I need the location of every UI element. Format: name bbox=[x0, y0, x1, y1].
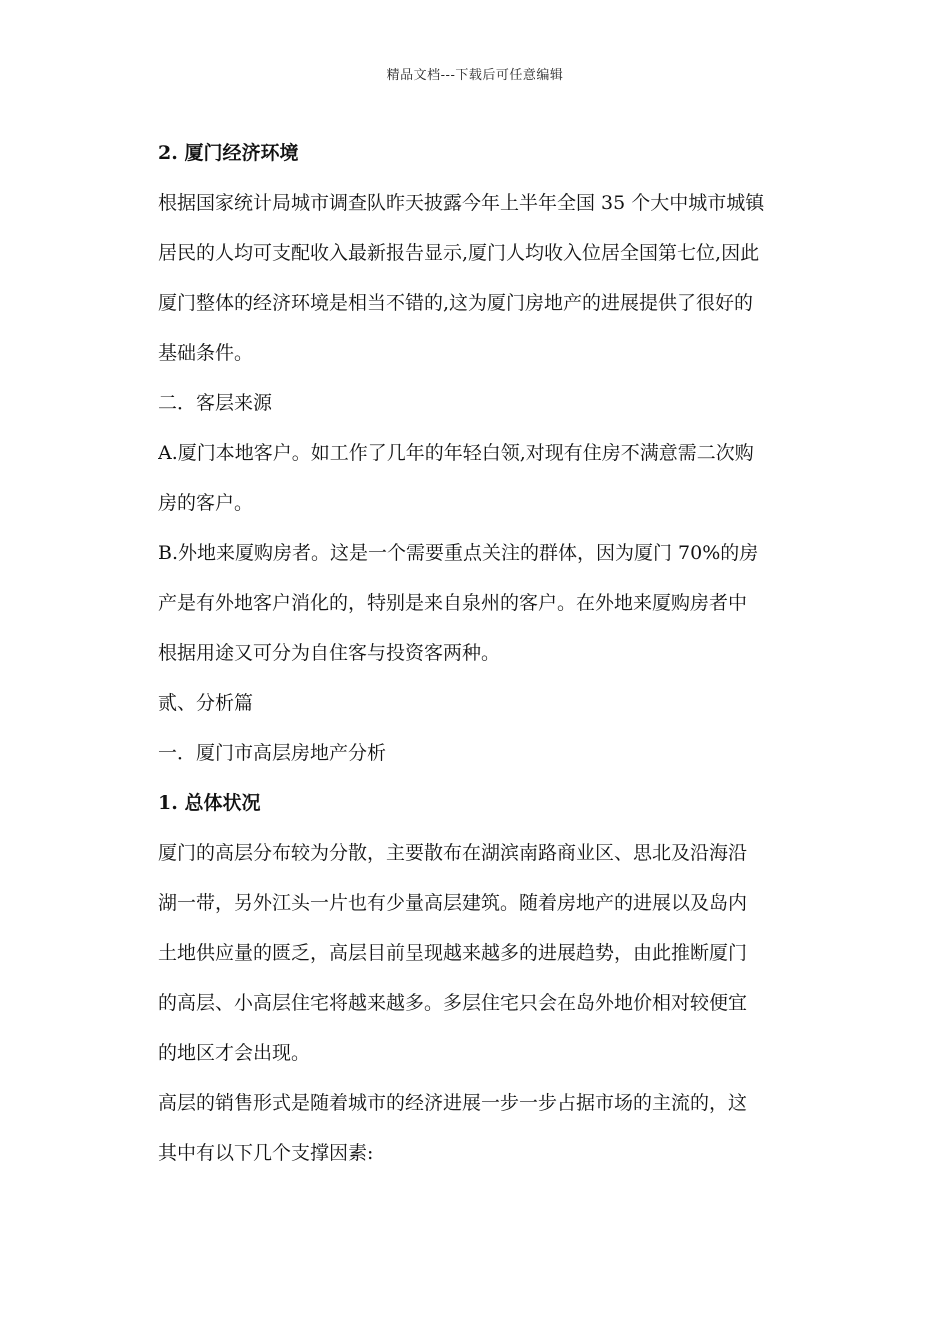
paragraph-line: 基础条件。 bbox=[158, 342, 254, 364]
paragraph-line: 厦门的高层分布较为分散，主要散布在湖滨南路商业区、思北及沿海沿 bbox=[158, 842, 748, 864]
paragraph-line: 土地供应量的匮乏，高层目前呈现越来越多的进展趋势，由此推断厦门 bbox=[158, 942, 748, 964]
paragraph-line: 房的客户。 bbox=[158, 492, 254, 514]
paragraph-line: 厦门整体的经济环境是相当不错的,这为厦门房地产的进展提供了很好的 bbox=[158, 292, 754, 314]
paragraph-line: 的高层、小高层住宅将越来越多。多层住宅只会在岛外地价相对较便宜 bbox=[158, 992, 748, 1014]
paragraph-line: 产是有外地客户消化的，特别是来自泉州的客户。在外地来厦购房者中 bbox=[158, 592, 748, 614]
chapter-heading-analysis: 贰、分析篇 bbox=[158, 692, 254, 714]
paragraph-line: 根据国家统计局城市调查队昨天披露今年上半年全国 35 个大中城市城镇 bbox=[158, 192, 765, 214]
paragraph-line: A.厦门本地客户。如工作了几年的年轻白领,对现有住房不满意需二次购 bbox=[158, 442, 754, 464]
paragraph-line: B.外地来厦购房者。这是一个需要重点关注的群体，因为厦门 70%的房 bbox=[158, 542, 759, 564]
section-heading-customers: 二．客层来源 bbox=[158, 392, 273, 414]
page-header: 精品文档---下载后可任意编辑 bbox=[386, 68, 564, 83]
paragraph-line: 的地区才会出现。 bbox=[158, 1042, 311, 1064]
paragraph-line: 其中有以下几个支撑因素: bbox=[158, 1142, 374, 1164]
section-heading-highrise: 一．厦门市高层房地产分析 bbox=[158, 742, 387, 764]
document-body bbox=[158, 128, 778, 1178]
paragraph-line: 根据用途又可分为自住客与投资客两种。 bbox=[158, 642, 501, 664]
paragraph-line: 湖一带，另外江头一片也有少量高层建筑。随着房地产的进展以及岛内 bbox=[158, 892, 748, 914]
subsection-heading-overview: 1. 总体状况 bbox=[158, 792, 261, 814]
paragraph-line: 高层的销售形式是随着城市的经济进展一步一步占据市场的主流的，这 bbox=[158, 1092, 748, 1114]
paragraph-line: 居民的人均可支配收入最新报告显示,厦门人均收入位居全国第七位,因此 bbox=[158, 242, 760, 264]
section-heading-economy: 2. 厦门经济环境 bbox=[158, 142, 299, 164]
